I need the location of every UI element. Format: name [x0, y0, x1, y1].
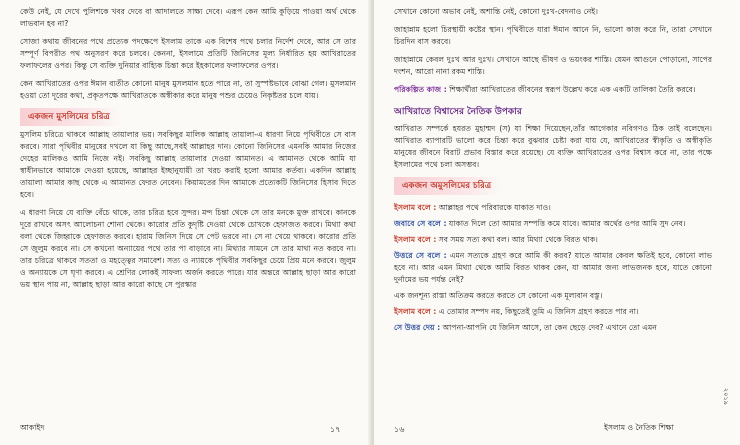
right-paragraph-4: আখিরাত সম্পর্কে হযরত মুহাম্মদ (স) যা শিক্ষা দিয়েছেন,তাঁর আগেকার নবিগণও ঠিক তাই বলেছেন। আখিরাত ব্যাপারটি ভালো করে চিন্তা করে বুঝবার চেষ্টা করা যায় যে, আখিরাতের স্বীকৃতি ও অস্বীকৃতি মানুষের জীবনে বিরাট প্রভাব বিস্তার করে রয়েছে। যে ব্যক্তি আখিরাতের ওপর বিশ্বাস করে না, তার পক্ষে ইসলামের পথে চলা অসম্ভব। — [394, 124, 712, 169]
left-paragraph-3: কেন আখিরাতের ওপর ঈমান ব্যতীত কোনো মানুষ মুসলমান হতে পারে না, তা সুস্পষ্টভাবে বোঝা গেল। মুসলমান হওয়া তো দূরের কথা, প্রকৃতপক্ষে আখিরাতকে অস্বীকার করে মানুষ পশুর চেয়েও নিকৃষ্টতর চলে যায়। — [20, 79, 356, 100]
dialogue-line — [394, 322, 712, 334]
dialogue-speaker: ইসলাম বলে : — [394, 307, 437, 316]
planned-task-text: শিক্ষার্থীরা আখিরাতের জীবনের স্বরূপ উল্লেখ করে এক একটি তালিকা তৈরি করবে। — [446, 85, 696, 94]
left-paragraph-1: কেউ নেই, যে দেখে পুলিশকে খবর দেবে বা আদালতে সাক্ষ্য দেবে। এরূপ কেন আমি কুড়িয়ে পাওয়া অর্থ থেকে লাভবান হব না? — [20, 7, 356, 28]
right-page — [374, 0, 740, 445]
dialogue-text: এ তোমার সম্পদ নয়, কিছুতেই তুমি এ জিনিস গ্রহণ করতে পার না। — [436, 307, 639, 316]
dialogue-text: আপনা-আপনি যে জিনিস আসে, তা কেন ছেড়ে দেব? এখানে তো এমন — [440, 323, 657, 332]
dialogue-line — [394, 218, 712, 230]
right-paragraph-1: সেখানে কোনো অভাব নেই, অশান্তি নেই, কোনো দুঃখ-বেদনাও নেই। — [394, 7, 598, 16]
planned-task-label: পরিকল্পিত কাজ : — [394, 85, 447, 94]
dialogue-text: আল্লাহর পথে পরিবারকে যাকাত দাও। — [436, 203, 551, 212]
section-heading-nonmuslim-character: একজন অমুসলিমের চরিত্র — [394, 177, 503, 195]
dialogue-line — [394, 202, 712, 214]
dialogue-line — [394, 306, 712, 318]
dialogue-text: সব সময় সত্য কথা বল। আর মিথ্যা থেকে বিরত থাক। — [436, 235, 598, 244]
vertical-year-label: ২০১৯ — [722, 388, 730, 405]
dialogue-line — [394, 290, 712, 302]
left-paragraph-4: মুসলিম চরিত্রে থাকবে আল্লাহ তায়ালার ভয়। সবকিছুর মালিক আল্লাহ তায়ালা-এ ধারণা নিয়ে পৃথিবীতে সে বাস করবে। সারা পৃথিবীর মানুষের দখলে যা কিছু আছে,সবই আল্লাহর দান। কোনো জিনিসের এমনকি আমার নিজের দেহের মালিকও আমি নিজে নই। সবকিছু আল্লাহ তায়ালার দেওয়া আমানত। এ আমানত থেকে আমি যা স্বাধীনভাবে আমাকে দেওয়া হয়েছে, আল্লাহর ইচ্ছানুযায়ী তা খরচ করাই হলো আমার কর্তব্য। একদিন আল্লাহ তায়ালা আমার কাছ থেকে এ আমানত ফেরত নেবেন। কিয়ামতের দিন আমাকে প্রত্যেকটি জিনিসের হিসাব দিতে হবে। — [20, 130, 356, 199]
dialogue-list — [394, 202, 712, 334]
section-title-afterlife-benefits: আখিরাতে বিশ্বাসের নৈতিক উপকার — [394, 107, 522, 117]
dialogue-speaker: সে উত্তর দেয় : — [394, 323, 441, 332]
dialogue-text: যাকাত দিলে তো আমার সম্পত্তি কমে যাবে। আমার অর্থের ওপর আমি সুদ নেব। — [446, 219, 686, 228]
right-paragraph-2: জাহান্নাম হলো চিরস্থায়ী কষ্টের স্থান। পৃথিবীতে যারা ঈমান আনে নি, ভালো কাজ করে নি, তারা সেখানে চিরদিন বাস করবে। — [394, 25, 712, 46]
section-heading-muslim-character: একজন মুসলিমের চরিত্র — [20, 108, 122, 126]
dialogue-text: এমন সত্যকে গ্রহণ করে আমি কী করব? যাতে আমার কেবল ক্ষতিই হবে, কোনো লাভ হবে না। আর এমন মিথ্যা থেকে আমি বিরত থাকব কেন, যা আমার জন্য লাভজনক হবে, যাতে কোনো দুর্নামের ভয় পর্যন্ত নেই? — [394, 251, 713, 284]
left-paragraph-2: সোজা কথায় জীবনের পথে প্রত্যেক পদক্ষেপে ইসলাম তাকে এক বিশেষ পথে চলার নির্দেশ দেবে, আর সে তার সম্পূর্ণ বিপরীত পথ অনুসরণ করে চলবে। কেননা, ইসলামে প্রতিটি জিনিসের মূল্য নির্ধারিত হয় আখিরাতের ফলাফলের ওপর। কিন্তু সে ব্যক্তি দুনিয়ার বাহ্যিক চিন্তা করে ইহকালের ফলাফলের ওপর। — [20, 37, 356, 70]
dialogue-text: এক জনশূন্য রাস্তা অতিক্রম করতে করতে সে কোনো এক মূল্যবান বস্তু। — [394, 291, 603, 300]
dialogue-line — [394, 234, 712, 246]
left-page-number: ১৭ — [330, 425, 341, 434]
left-paragraph-5: এ ধারণা নিয়ে যে ব্যক্তি বেঁচে থাকে, তার চরিত্র হবে সুন্দর। মন্দ চিন্তা থেকে সে তার মনকে মুক্ত রাখবে। কানকে দূরে রাখবে অসৎ আলোচনা শোনা থেকে। কারোর প্রতি কুদৃষ্টি দেওয়া থেকে চোখকে হেফাজত করবে। মিথ্যা কথা বলা থেকে জিহ্বাকে হেফাজত করবে। হারাম জিনিস দিয়ে সে পেট ভরবে না। সে না খেয়ে থাকবে। কারোর প্রতি সে জুলুম করবে না। সে কখনো অন্যায়ের পথে তার পা বাড়াবে না। মিথ্যার সামনে সে তার মাথা নত করবে না। তার চরিত্রে থাকবে সততা ও মহত্ত্বের সমাবেশ। সত্য ও ন্যায়কে পৃথিবীর সবকিছুর চেয়ে প্রিয় মনে করবে। জুলুম ও অন্যায়কে সে ঘৃণা করবে। এ শ্রেণির লোকই সাফল্য অর্জন করতে পারে। যার অন্তরে আল্লাহ ছাড়া আর কারো ভয় স্থান পায় না, আল্লাহ ছাড়া আর কারো কাছে সে পুরস্কার — [20, 208, 356, 289]
planned-task — [394, 84, 712, 96]
left-footer-title: আকাইদ — [20, 423, 45, 432]
right-paragraph-3: জাহান্নামে কেবল দুঃখ আর দুঃখ। সেখানে আছে ভীষণ ও ভয়ংকর শাস্তি। যেমন আগুনে পোড়ানো, সাপের দংশন, আরো নানা রকম শাস্তি। — [394, 55, 712, 76]
right-footer-title: ইসলাম ও নৈতিক শিক্ষা — [604, 423, 674, 432]
dialogue-speaker: জবাবে সে বলে : — [394, 219, 447, 228]
dialogue-speaker: উত্তরে সে বলে : — [394, 251, 447, 260]
dialogue-speaker: ইসলাম বলে : — [394, 203, 437, 212]
dialogue-line — [394, 250, 712, 286]
dialogue-speaker: ইসলাম বলে : — [394, 235, 437, 244]
right-page-number: ১৬ — [394, 425, 405, 434]
